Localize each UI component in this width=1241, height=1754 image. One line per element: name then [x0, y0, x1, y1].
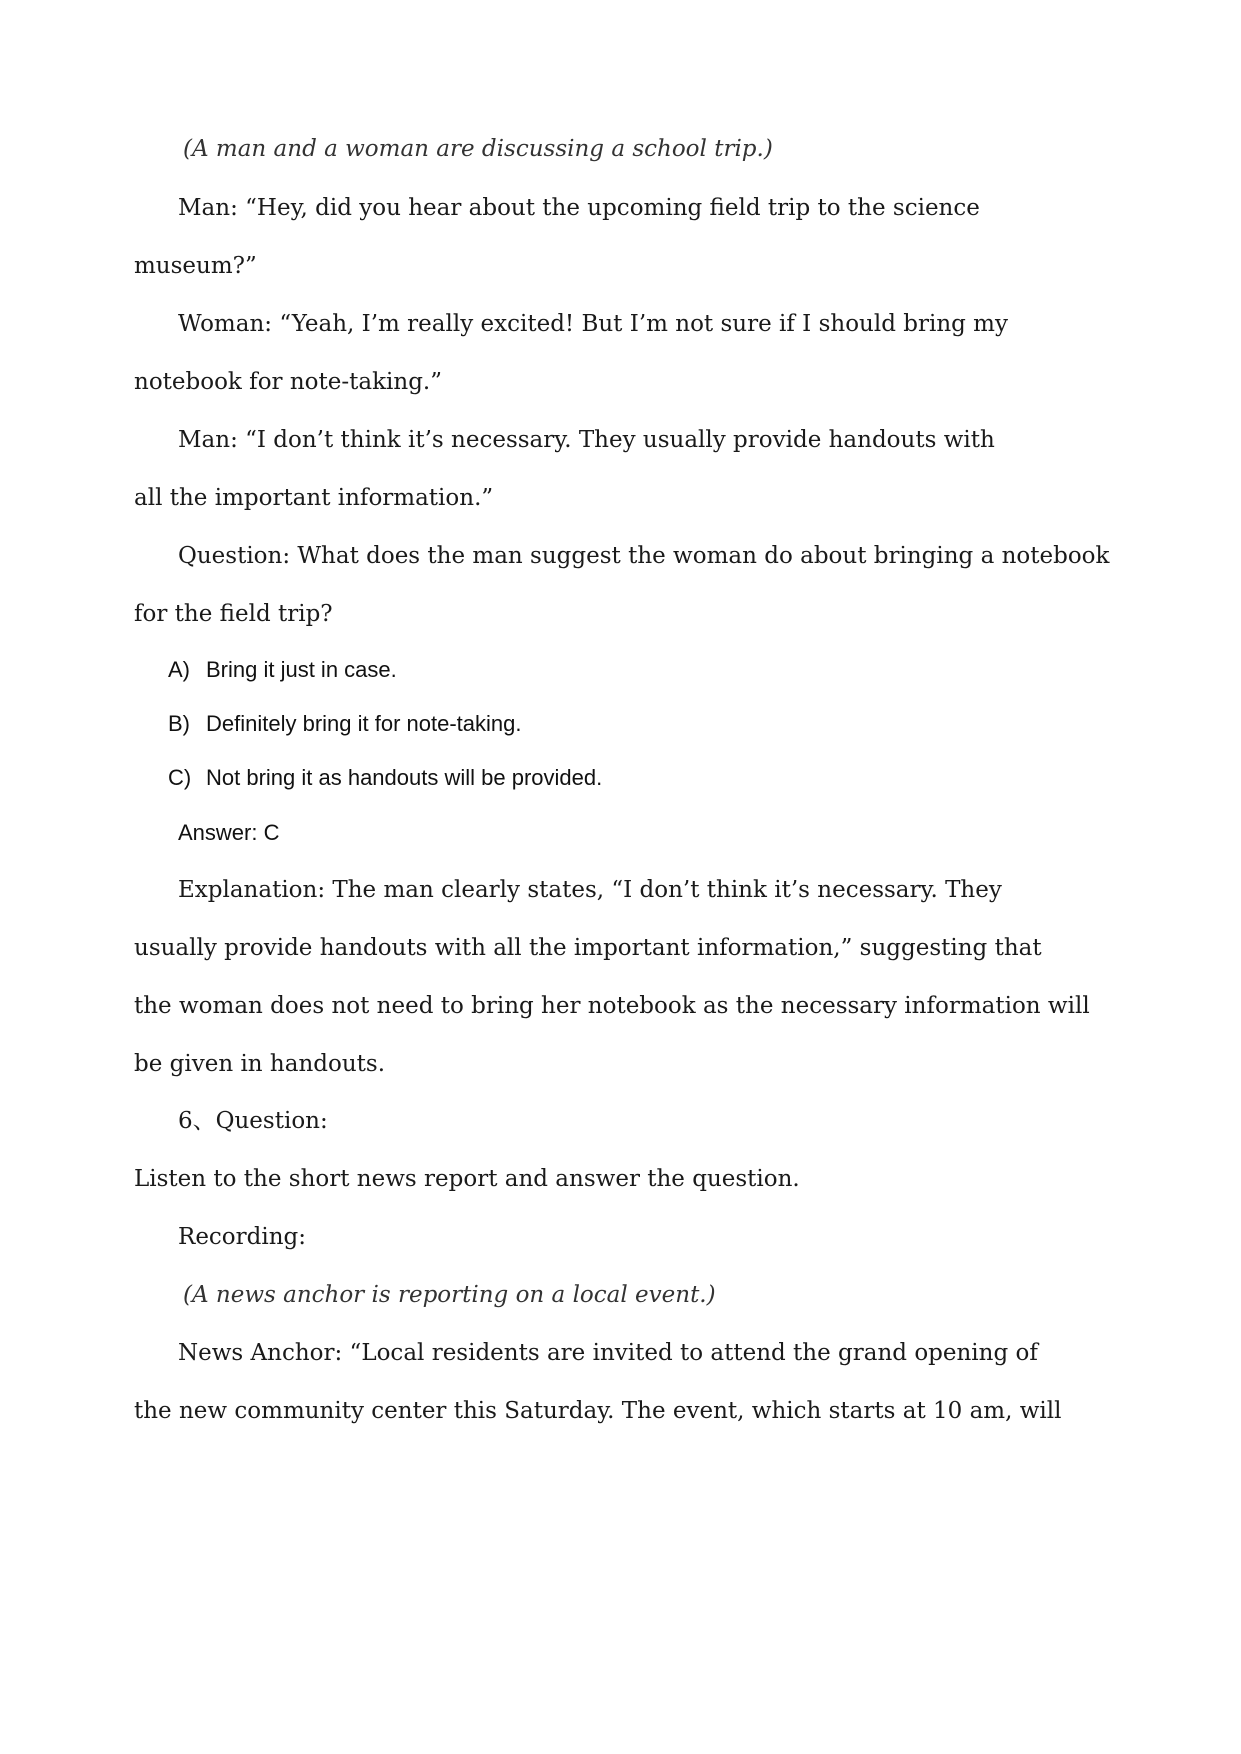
option-text: Bring it just in case.	[206, 657, 397, 682]
explanation-text: usually provide handouts with all the important information,” suggesting that	[134, 935, 1042, 961]
answer-option-b	[168, 709, 522, 739]
instruction-text: Listen to the short news report and answer the question.	[134, 1166, 800, 1192]
answer-option-c	[168, 763, 602, 793]
dialogue-line: Man: “I don’t think it’s necessary. They usually provide handouts with	[178, 427, 995, 453]
question-header: 6、Question:	[178, 1108, 328, 1134]
recording-label: Recording:	[178, 1224, 307, 1250]
dialogue-line: Woman: “Yeah, I’m really excited! But I’m not sure if I should bring my	[178, 311, 1008, 337]
dialogue-line: notebook for note-taking.”	[134, 369, 442, 395]
answer-option-a	[168, 655, 397, 685]
option-letter: A)	[168, 657, 190, 682]
explanation-text: the woman does not need to bring her notebook as the necessary information will	[134, 993, 1090, 1019]
dialogue-line: Man: “Hey, did you hear about the upcoming field trip to the science	[178, 195, 980, 221]
dialogue-line: all the important information.”	[134, 485, 494, 511]
option-text: Not bring it as handouts will be provided.	[206, 765, 603, 790]
option-letter: B)	[168, 711, 190, 736]
stage-direction: (A news anchor is reporting on a local event.)	[183, 1282, 716, 1308]
explanation-text: be given in handouts.	[134, 1051, 386, 1077]
answer-label: Answer: C	[178, 820, 280, 845]
question-text: Question: What does the man suggest the woman do about bringing a notebook	[178, 543, 1110, 569]
stage-direction: (A man and a woman are discussing a school trip.)	[183, 136, 773, 162]
option-letter: C)	[168, 765, 192, 790]
explanation-text: Explanation: The man clearly states, “I don’t think it’s necessary. They	[178, 877, 1002, 903]
question-text: for the field trip?	[134, 601, 333, 627]
dialogue-line: museum?”	[134, 253, 257, 279]
news-text: the new community center this Saturday. The event, which starts at 10 am, will	[134, 1398, 1062, 1424]
news-text: News Anchor: “Local residents are invited to attend the grand opening of	[178, 1340, 1038, 1366]
option-text: Definitely bring it for note-taking.	[206, 711, 522, 736]
